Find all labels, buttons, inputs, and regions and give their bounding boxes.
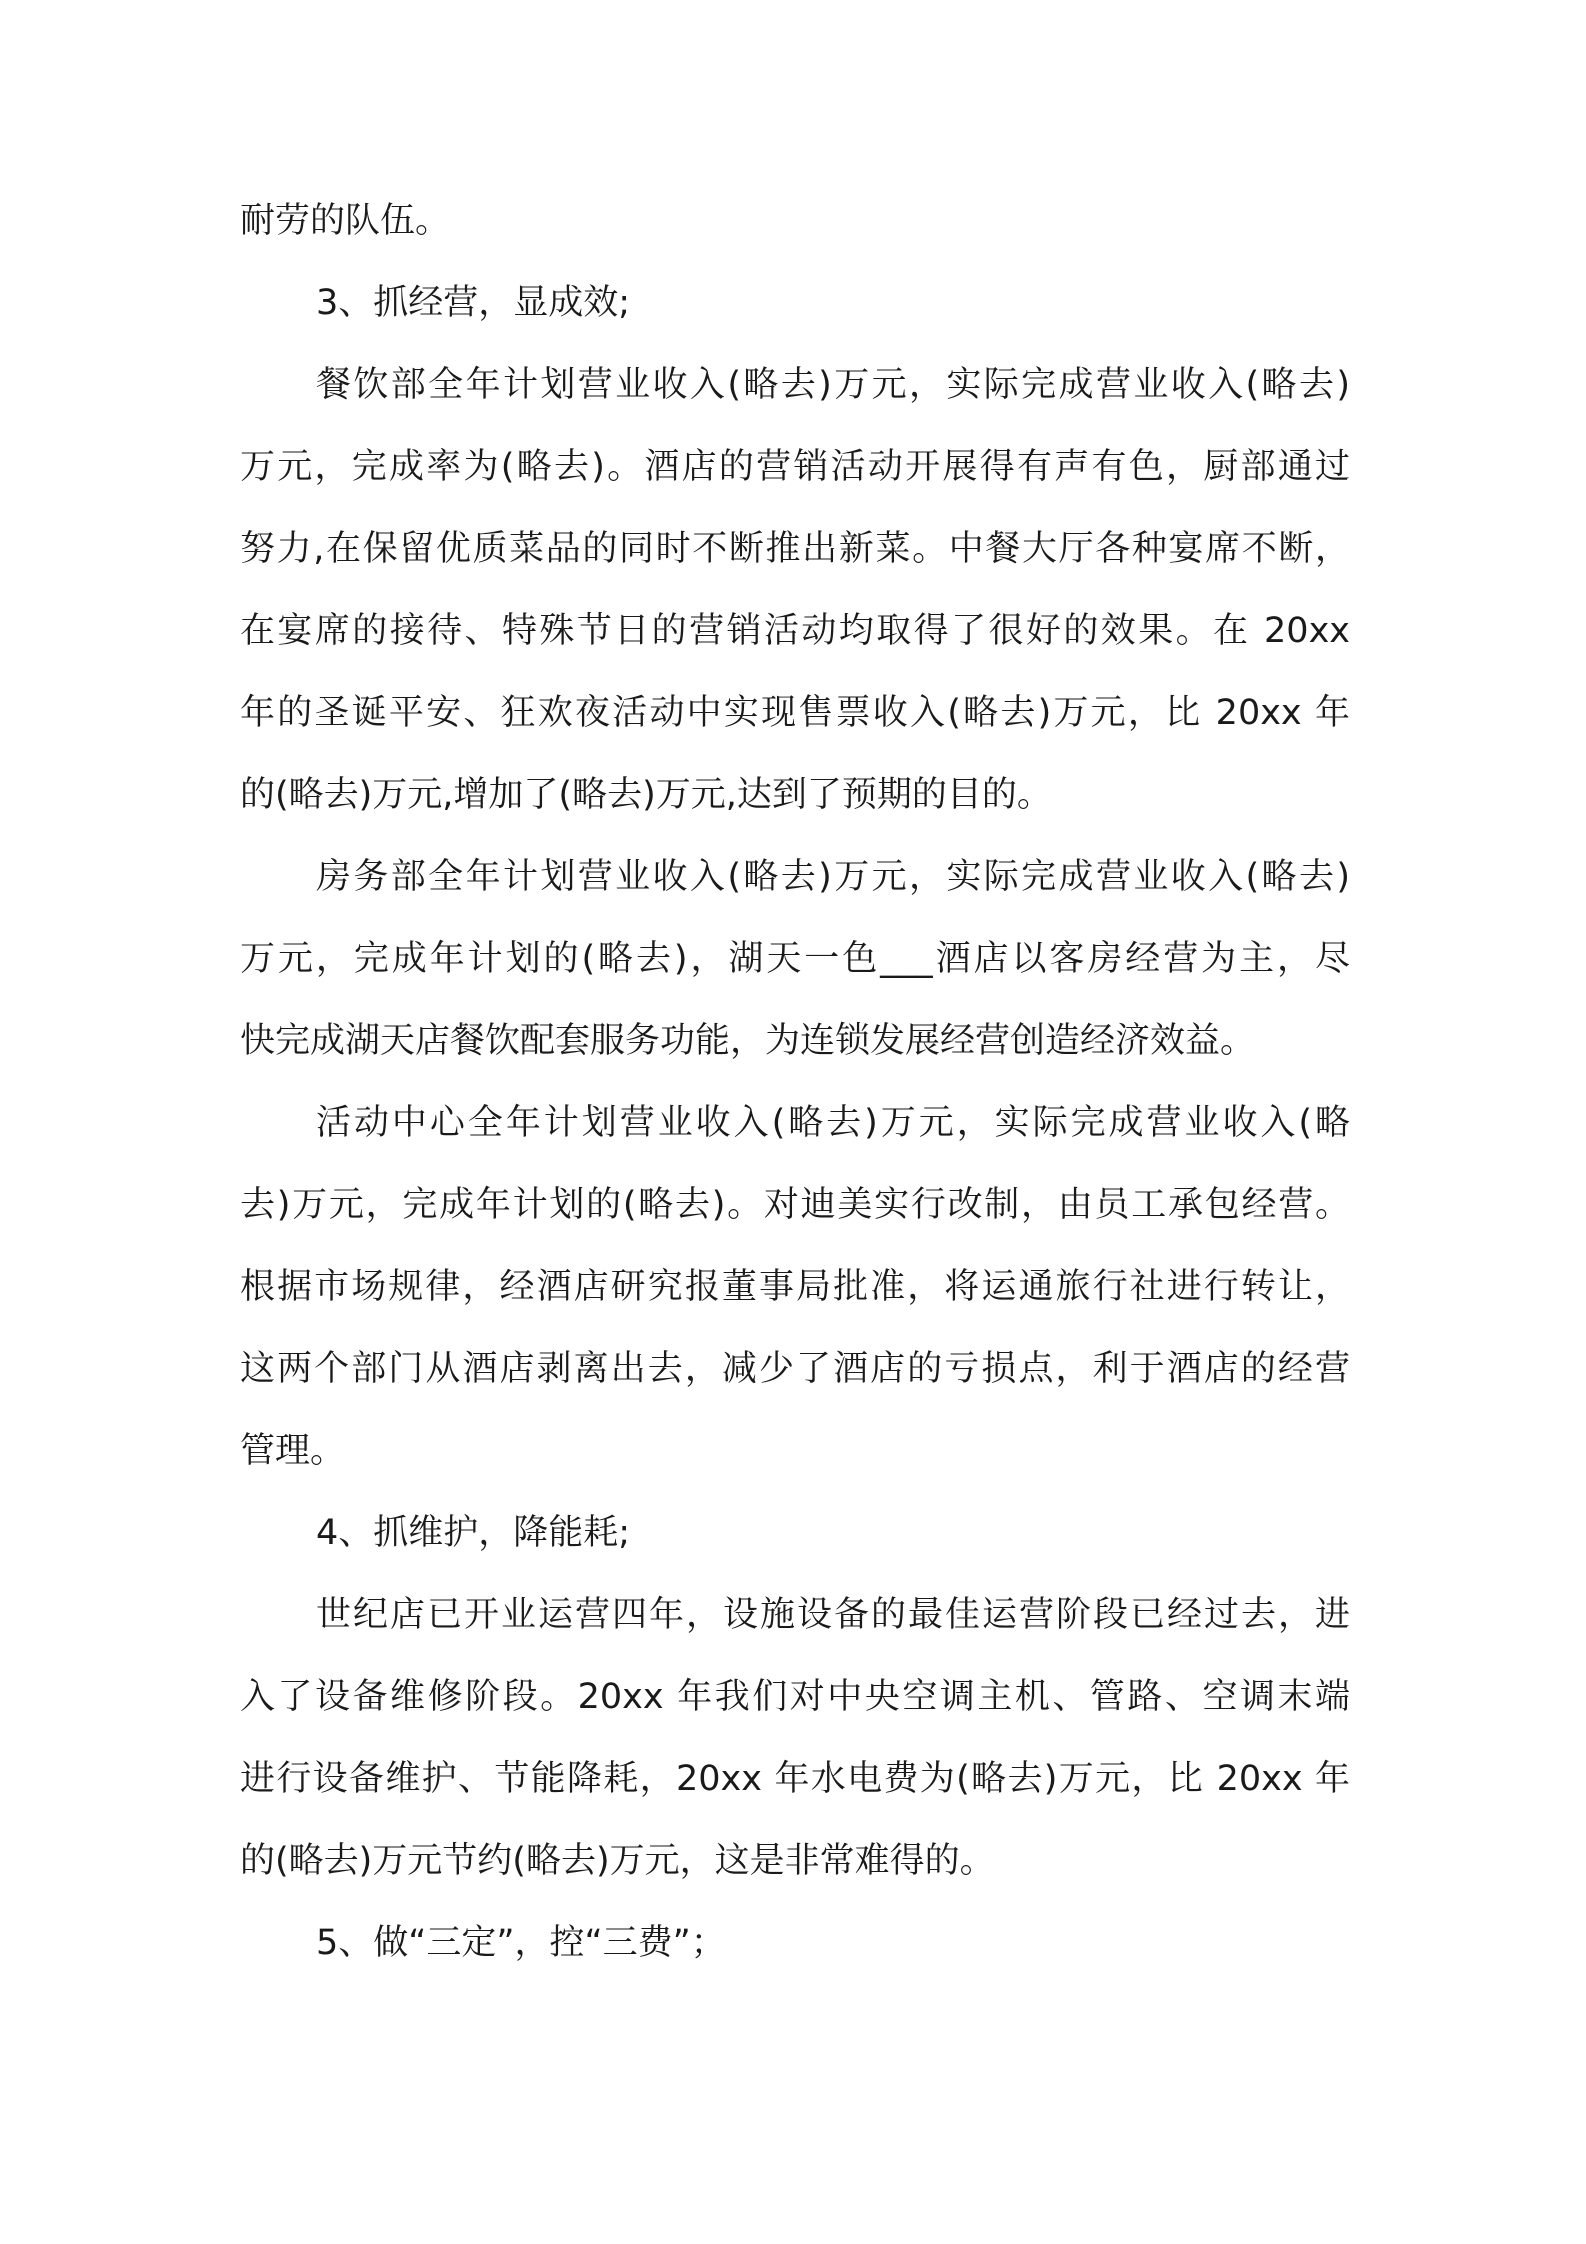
text-line: 世纪店已开业运营四年，设施设备的最佳运营阶段已经过去，进 <box>316 1595 1350 1635</box>
text-line: 去)万元，完成年计划的(略去)。对迪美实行改制，由员工承包经营。 <box>240 1185 1350 1225</box>
text-line: 努力,在保留优质菜品的同时不断推出新菜。中餐大厅各种宴席不断， <box>240 529 1350 569</box>
text-line: 这两个部门从酒店剥离出去，减少了酒店的亏损点，利于酒店的经营 <box>240 1349 1350 1389</box>
text-line: 的(略去)万元节约(略去)万元，这是非常难得的。 <box>240 1841 995 1881</box>
text-line: 的(略去)万元,增加了(略去)万元,达到了预期的目的。 <box>240 775 1052 815</box>
text-line: 活动中心全年计划营业收入(略去)万元，实际完成营业收入(略 <box>316 1103 1350 1143</box>
text-line: 入了设备维修阶段。20xx 年我们对中央空调主机、管路、空调末端 <box>240 1677 1350 1717</box>
text-line: 在宴席的接待、特殊节日的营销活动均取得了很好的效果。在 20xx <box>240 611 1350 651</box>
section-heading: 5、做“三定”，控“三费”； <box>316 1923 726 1963</box>
text-line: 耐劳的队伍。 <box>240 201 451 241</box>
text-line: 万元，完成率为(略去)。酒店的营销活动开展得有声有色，厨部通过 <box>240 447 1350 487</box>
text-line: 根据市场规律，经酒店研究报董事局批准，将运通旅行社进行转让， <box>240 1267 1350 1307</box>
document-body <box>240 198 1350 2002</box>
text-line: 房务部全年计划营业收入(略去)万元，实际完成营业收入(略去) <box>316 857 1350 897</box>
text-line: 年的圣诞平安、狂欢夜活动中实现售票收入(略去)万元，比 20xx 年 <box>240 693 1350 733</box>
text-line: 万元，完成年计划的(略去)，湖天一色___酒店以客房经营为主，尽 <box>240 939 1350 979</box>
text-line: 管理。 <box>240 1431 346 1471</box>
text-line: 进行设备维护、节能降耗，20xx 年水电费为(略去)万元，比 20xx 年 <box>240 1759 1350 1799</box>
section-heading: 3、抓经营，显成效; <box>316 283 631 323</box>
section-heading: 4、抓维护，降能耗; <box>316 1513 631 1553</box>
text-line: 餐饮部全年计划营业收入(略去)万元，实际完成营业收入(略去) <box>316 365 1350 405</box>
text-line: 快完成湖天店餐饮配套服务功能，为连锁发展经营创造经济效益。 <box>240 1021 1256 1061</box>
